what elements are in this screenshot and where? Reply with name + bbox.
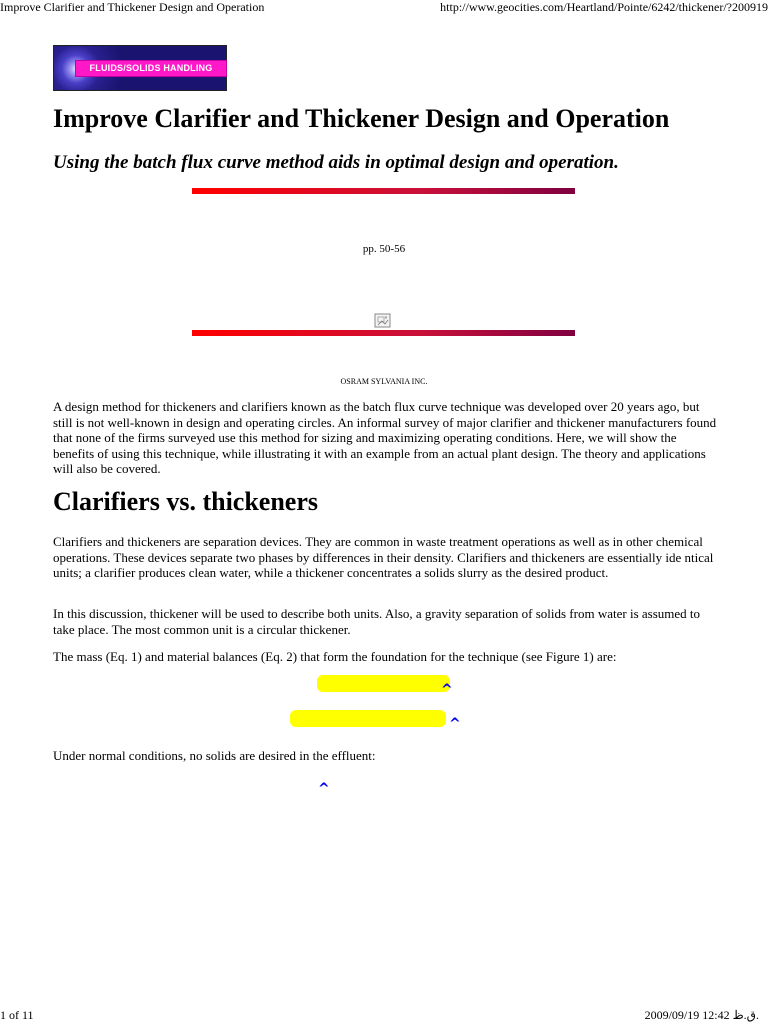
banner-label: FLUIDS/SOLIDS HANDLING [75,60,227,77]
equation-1-highlight [317,675,450,692]
print-timestamp: 2009/09/19 12:42 ق.ظ. [644,1008,759,1022]
page-range: pp. 50-56 [362,243,406,255]
divider-rule-top [192,188,575,194]
section-banner [53,45,227,91]
equation-2-highlight [290,710,446,727]
body-paragraph-4: Under normal conditions, no solids are desired in the effluent: [53,748,376,763]
print-header-title: Improve Clarifier and Thickener Design and Operation [0,0,265,14]
body-paragraph-1: Clarifiers and thickeners are separation devices. They are common in waste treatment operations as well as in other chemical operations. These devices separate two phases by differences in their density. Clarifiers and thickeners are essentially ide ntical units; a clarifier produces clean water, while a thickener concentrates a solids slurry as the desired product. [53,534,714,580]
equation-2-caret-icon: ^ [449,716,461,732]
body-paragraph-3: The mass (Eq. 1) and material balances (Eq. 2) that form the foundation for the technique (see Figure 1) are: [53,649,617,664]
article-title: Improve Clarifier and Thickener Design and Operation [53,104,670,133]
body-paragraph-2: In this discussion, thickener will be used to describe both units. Also, a gravity separation of solids from water is assumed to take place. The most common unit is a circular thickener. [53,606,701,637]
divider-rule-bottom [192,330,575,336]
equation-3-caret-icon: ^ [318,781,330,797]
equation-1-caret-icon: ^ [441,682,453,698]
broken-image-icon [374,313,392,329]
article-subtitle: Using the batch flux curve method aids in optimal design and operation. [53,152,619,173]
section-heading: Clarifiers vs. thickeners [53,487,319,516]
print-header-url: http://www.geocities.com/Heartland/Pointe/6242/thickener/?200919 [440,0,768,14]
author-affiliation: OSRAM SYLVANIA INC. [340,377,428,386]
intro-paragraph: A design method for thickeners and clarifiers known as the batch flux curve technique was developed over 20 years ago, but still is not well-known in design and operating circles. An informal survey of major clarifier and thickener manufacturers found that none of the firms surveyed use this method for sizing and maximizing operating conditions. Here, we will show the benefits of using this technique, while illustrating it with an example from an actual plant design. The theory and applications will also be covered. [53,399,717,476]
page-counter: 1 of 11 [0,1008,34,1022]
